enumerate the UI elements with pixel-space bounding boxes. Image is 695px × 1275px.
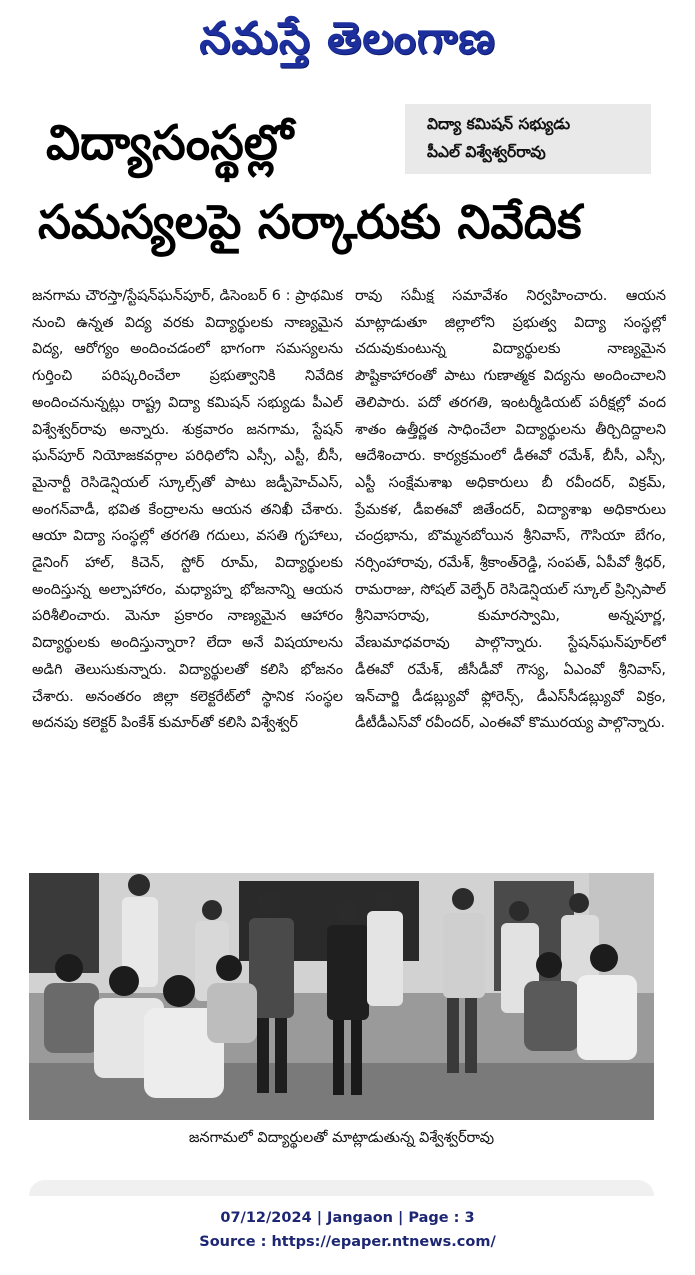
subhead-line-1: విద్యా కమిషన్‌ సభ్యుడు bbox=[427, 115, 571, 133]
article-photo bbox=[29, 873, 654, 1120]
headline-line-1: విద్యాసంస్థల్లో bbox=[46, 115, 294, 171]
next-article-strip bbox=[29, 1180, 654, 1196]
article-column-left: జనగామ చౌరస్తా/స్టేషన్‌ఘన్‌పూర్‌, డిసెంబర్‌ 6 : ప్రాథమిక నుంచి ఉన్నత విద్య వరకు విద్యార్థులకు నాణ్యమైన విద్య, ఆరోగ్యం అందించడంలో భాగంగా సమస్యలను గుర్తించి పరిష్కరించేలా ప్రభుత్వానికి నివేదిక అందించనున్నట్లు రాష్ట్ర విద్యా కమిషన్‌ సభ్యుడు పీఎల్‌ విశ్వేశ్వర్‌రావు అన్నారు. శుక్రవారం జనగామ, స్టేషన్‌ ఘన్‌పూర్‌ నియోజకవర్గాల పరిధిలోని ఎస్సీ, ఎస్టీ, బీసీ, మైనార్టీ రెసిడెన్షియల్‌ స్కూల్స్‌తో పాటు జడ్పీహెచ్‌ఎస్‌, అంగన్‌వాడీ, భవిత కేంద్రాలను ఆయన తనిఖీ చేశారు. ఆయా విద్యా సంస్థల్లో తరగతి గదులు, వసతి గృహాలు, డైనింగ్‌ హాల్‌, కిచెన్‌, స్టోర్‌ రూమ్‌, విద్యార్థులకు అందిస్తున్న అల్పాహారం, మధ్యాహ్న భోజనాన్ని ఆయన పరిశీలించారు. మెనూ ప్రకారం నాణ్యమైన ఆహారం విద్యార్థులకు అందిస్తున్నారా? లేదా అనే విషయాలను అడిగి తెలుసుకున్నారు. విద్యార్థులతో కలిసి భోజనం చేశారు. అనంతరం జిల్లా కలెక్టరేట్‌లో స్థానిక సంస్థల అదనపు కలెక్టర్‌ పింకేశ్‌ కుమార్‌తో కలిసి విశ్వేశ్వర్‌ bbox=[32, 288, 343, 732]
classroom-photo-illustration bbox=[29, 873, 654, 1120]
photo-caption: జనగామలో విద్యార్థులతో మాట్లాడుతున్న విశ్వేశ్వర్‌రావు bbox=[188, 1130, 495, 1146]
page-footer bbox=[0, 1206, 695, 1254]
footer-date-edition: 07/12/2024 | Jangaon | Page : 3 bbox=[220, 1210, 475, 1226]
headline-line-2: సమస్యలపై సర్కారుకు నివేదిక bbox=[38, 195, 582, 250]
subhead-line-2: పీఎల్‌ విశ్వేశ్వర్‌రావు bbox=[427, 143, 546, 161]
article-column-right: రావు సమీక్ష సమావేశం నిర్వహించారు. ఆయన మాట్లాడుతూ జిల్లాలోని ప్రభుత్వ విద్యా సంస్థల్లో చదువుకుంటున్న విద్యార్థులకు నాణ్యమైన పౌష్టికాహారంతో పాటు గుణాత్మక విద్యను అందించాలని తెలిపారు. పదో తరగతి, ఇంటర్మీడియట్‌ పరీక్షల్లో వంద శాతం ఉత్తీర్ణత సాధించేలా విద్యార్థులను తీర్చిదిద్దాలని ఆదేశించారు. కార్యక్రమంలో డీఈవో రమేశ్‌, బీసీ, ఎస్సీ, ఎస్టీ సంక్షేమశాఖ అధికారులు బీ రవీందర్‌, విక్రమ్‌, ప్రేమకళ, డీఐఈవో జితేందర్‌, విద్యాశాఖ అధికారులు చంద్రభాను, బొమ్మనబోయిన శ్రీనివాస్‌, గౌసియా బేగం, నర్సింహారావు, రమేశ్‌, శ్రీకాంత్‌రెడ్డి, సంపత్‌, ఏపీవో శ్రీధర్‌, రామరాజు, సోషల్‌ వెల్ఫేర్‌ రెసిడెన్షియల్‌ స్కూల్‌ ప్రిన్సిపాల్‌ శ్రీనివాసరావు, కుమారస్వామి, అన్నపూర్ణ, వేణుమాధవరావు పాల్గొన్నారు. స్టేషన్‌ఘన్‌పూర్‌లో డీఈవో రమేశ్‌, జీసీడీవో గౌస్య, ఏఎంవో శ్రీనివాస్‌, ఇన్‌చార్జి డీడబ్ల్యువో ఫ్లోరెన్స్‌, డీఎస్‌సీడబ్ల్యువో విక్రం, డీటీడీఎస్‌వో రవీందర్‌, ఎంఈవో కొమురయ్య పాల్గొన్నారు. bbox=[355, 288, 666, 732]
footer-source-link[interactable]: Source : https://epaper.ntnews.com/ bbox=[199, 1234, 496, 1250]
subhead-box bbox=[405, 104, 651, 174]
newspaper-masthead: నమస్తే తెలంగాణ bbox=[199, 13, 496, 64]
